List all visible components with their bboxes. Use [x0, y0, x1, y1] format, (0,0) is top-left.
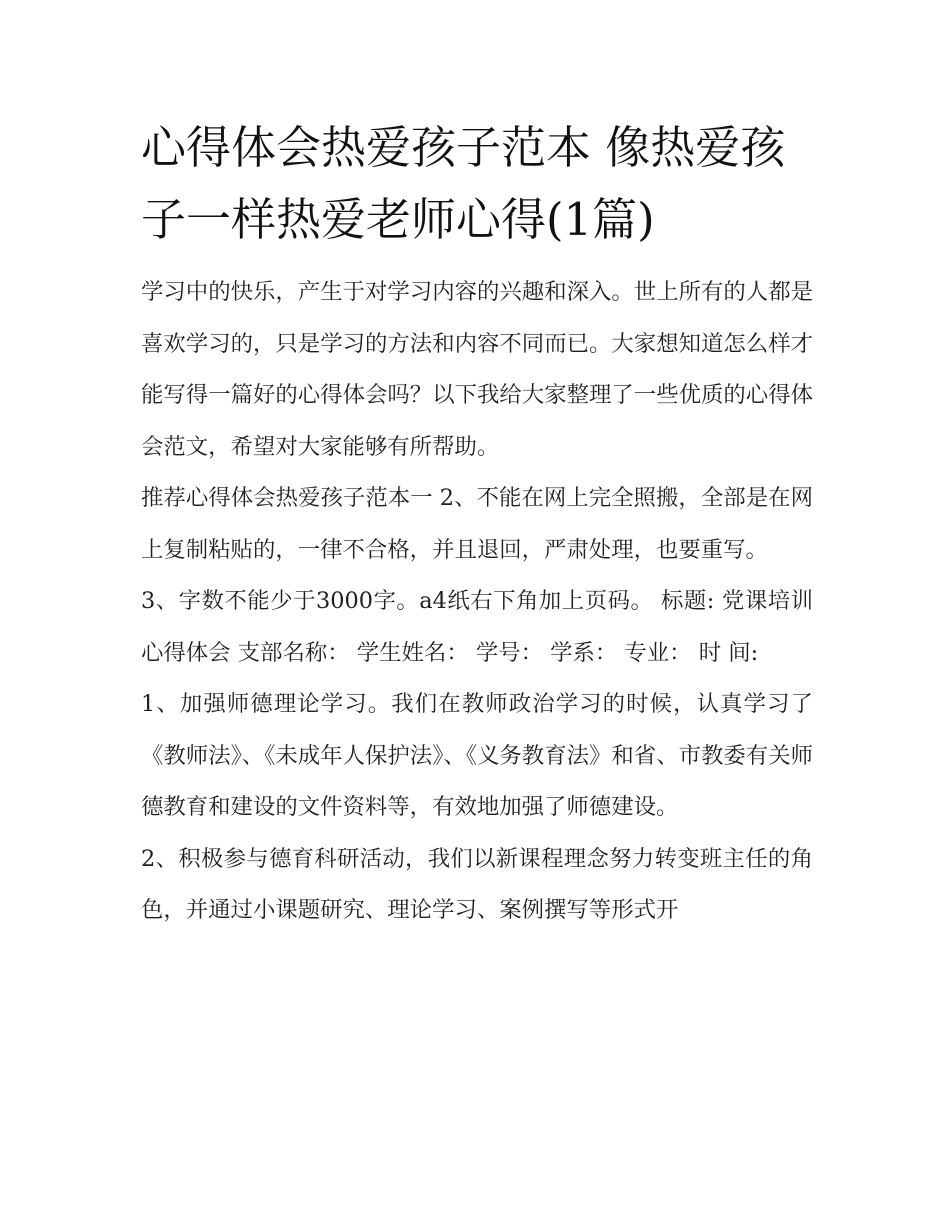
- document-title: 心得体会热爱孩子范本 像热爱孩子一样热爱老师心得(1篇): [141, 121, 786, 246]
- paragraph-point-2: 2、积极参与德育科研活动，我们以新课程理念努力转变班主任的角色，并通过小课题研究、理论学习、案例撰写等形式开: [141, 845, 813, 923]
- paragraph-intro: 学习中的快乐，产生于对学习内容的兴趣和深入。世上所有的人都是喜欢学习的，只是学习的方法和内容不同而已。大家想知道怎么样才能写得一篇好的心得体会吗？以下我给大家整理了一些优质的心得体会范文，希望对大家能够有所帮助。: [141, 279, 813, 460]
- document-body: [141, 112, 813, 937]
- paragraph-point-1: 1、加强师德理论学习。我们在教师政治学习的时候，认真学习了《教师法》、《未成年人保护法》、《义务教育法》和省、市教委有关师德教育和建设的文件资料等，有效地加强了师德建设。: [141, 691, 813, 820]
- paragraph-recommend: 推荐心得体会热爱孩子范本一 2、不能在网上完全照搬，全部是在网上复制粘贴的，一律不合格，并且退回，严肃处理，也要重写。: [141, 485, 813, 563]
- paragraph-requirements: 3、字数不能少于3000字。a4纸右下角加上页码。 标题: 党课培训心得体会 支部名称： 学生姓名： 学号： 学系： 专业： 时 间:: [141, 588, 813, 666]
